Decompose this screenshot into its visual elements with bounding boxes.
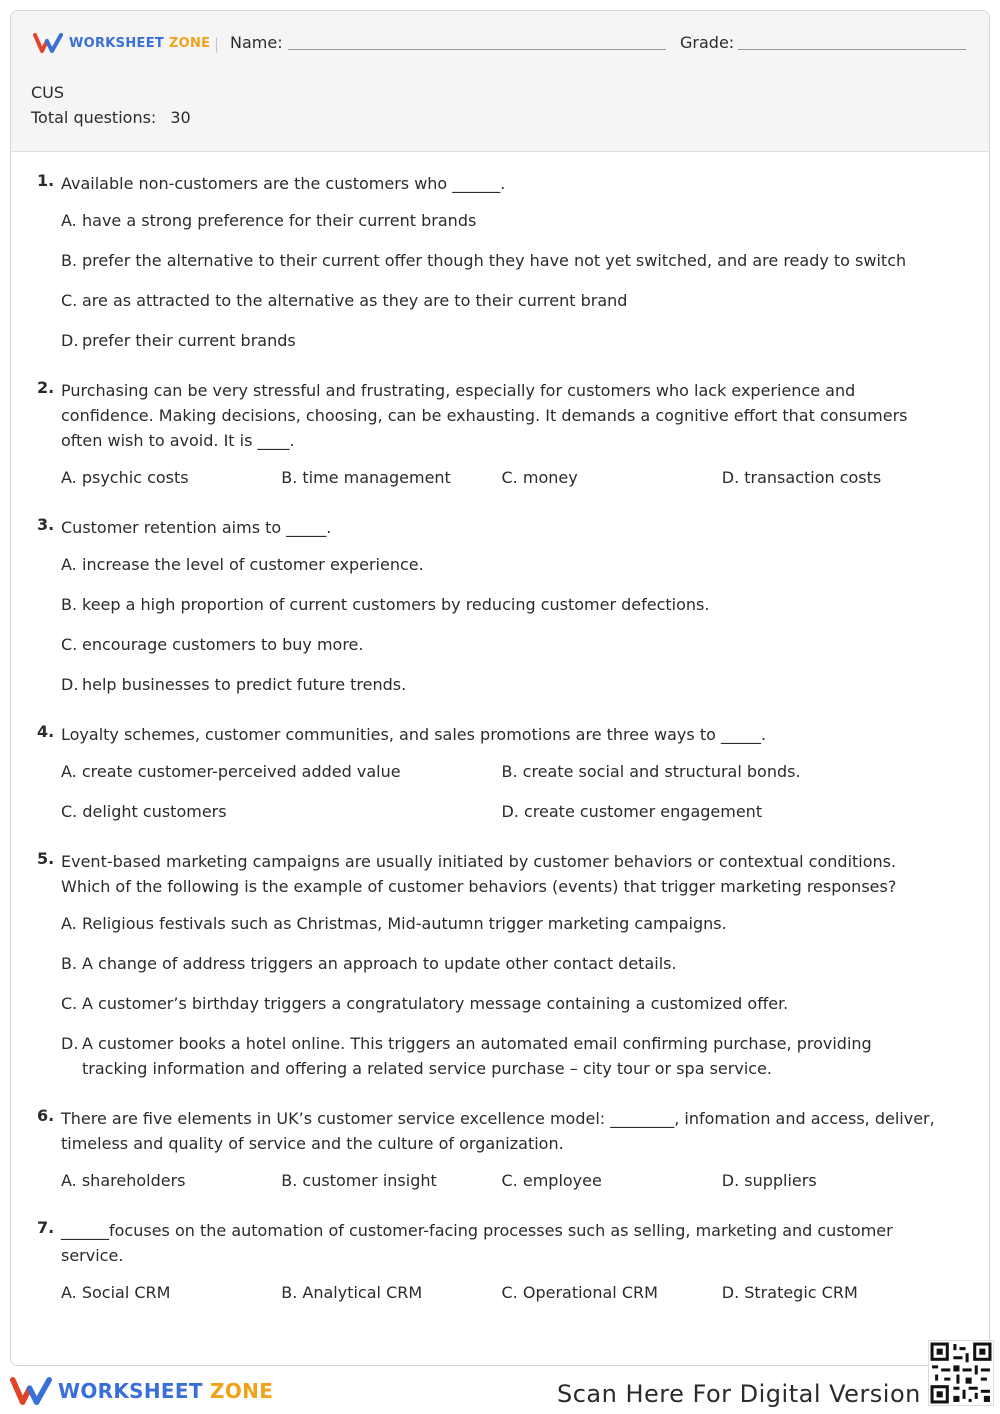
footer-brand-logo xyxy=(10,1376,273,1406)
option-letter: A. xyxy=(61,762,77,781)
option-letter: C. xyxy=(61,994,78,1013)
answer-option[interactable] xyxy=(61,288,942,313)
answer-option[interactable] xyxy=(61,759,502,784)
answer-option[interactable] xyxy=(61,799,502,824)
option-text: employee xyxy=(522,1171,602,1190)
spacer xyxy=(37,712,942,722)
brand-word2: ZONE xyxy=(168,35,211,51)
option-letter: C. xyxy=(61,635,78,654)
option-text: create customer engagement xyxy=(524,802,763,821)
spacer xyxy=(37,368,942,378)
option-text: Operational CRM xyxy=(522,1283,658,1302)
answer-options xyxy=(61,1280,942,1305)
question-number: 6. xyxy=(37,1106,55,1125)
option-text: Analytical CRM xyxy=(302,1283,423,1302)
option-letter: D. xyxy=(61,675,79,694)
logo-icon xyxy=(33,33,63,53)
answer-option[interactable] xyxy=(61,552,942,577)
option-text: psychic costs xyxy=(81,468,189,487)
answer-option[interactable] xyxy=(502,799,943,824)
option-letter: D. xyxy=(61,1034,79,1053)
option-letter: D. xyxy=(721,1283,740,1302)
answer-option[interactable] xyxy=(61,592,942,617)
question-number: 2. xyxy=(37,378,55,397)
answer-options xyxy=(61,1168,942,1193)
question-7 xyxy=(37,1218,942,1330)
answer-options xyxy=(61,759,942,824)
options-row xyxy=(61,1280,942,1305)
answer-option[interactable] xyxy=(61,328,942,353)
name-label: Name: xyxy=(230,33,283,52)
spacer xyxy=(37,1208,942,1218)
answer-option[interactable] xyxy=(61,672,942,697)
question-3 xyxy=(37,515,942,722)
worksheet xyxy=(10,10,990,1366)
question-text: There are five elements in UK’s customer service excellence model: ________, infomation and access, deliver, timeless and quality of service and the culture of organization. xyxy=(61,1109,935,1153)
footer-logo-icon xyxy=(10,1376,52,1406)
grade-field[interactable] xyxy=(738,49,966,50)
brand-logo xyxy=(33,33,210,53)
answer-option[interactable] xyxy=(502,1168,722,1193)
answer-option[interactable] xyxy=(61,248,942,273)
option-letter: A. xyxy=(61,914,77,933)
option-letter: B. xyxy=(61,251,78,270)
option-text: time management xyxy=(302,468,451,487)
option-letter: A. xyxy=(61,211,77,230)
option-text: create social and structural bonds. xyxy=(522,762,801,781)
option-text: keep a high proportion of current customers by reducing customer defections. xyxy=(82,595,710,614)
question-number: 5. xyxy=(37,849,55,868)
question-text: ______focuses on the automation of customer-facing processes such as selling, marketing and customer service. xyxy=(61,1221,893,1265)
option-letter: B. xyxy=(501,762,518,781)
options-row xyxy=(61,759,942,784)
answer-option[interactable] xyxy=(502,759,943,784)
option-letter: D. xyxy=(61,331,79,350)
answer-option[interactable] xyxy=(61,1280,281,1305)
option-letter: A. xyxy=(61,1283,77,1302)
total-value: 30 xyxy=(170,108,191,127)
answer-options xyxy=(61,552,942,697)
answer-options xyxy=(61,465,942,490)
option-letter: C. xyxy=(61,291,78,310)
question-2 xyxy=(37,378,942,515)
question-number: 7. xyxy=(37,1218,55,1237)
option-letter: B. xyxy=(61,595,78,614)
option-letter: D. xyxy=(721,1171,740,1190)
qr-code-icon[interactable] xyxy=(928,1340,994,1406)
option-text: have a strong preference for their current brands xyxy=(82,211,477,230)
option-letter: B. xyxy=(281,468,298,487)
question-number: 4. xyxy=(37,722,55,741)
spacer xyxy=(37,505,942,515)
spacer xyxy=(37,839,942,849)
answer-option[interactable] xyxy=(61,208,942,233)
answer-option[interactable] xyxy=(502,465,722,490)
answer-option[interactable] xyxy=(61,911,942,936)
answer-options xyxy=(61,208,942,353)
brand-word1: WORKSHEET xyxy=(69,35,165,51)
option-text: encourage customers to buy more. xyxy=(82,635,364,654)
option-text: transaction costs xyxy=(744,468,882,487)
question-list xyxy=(11,171,989,1330)
option-letter: C. xyxy=(61,802,78,821)
divider: | xyxy=(214,35,220,53)
option-letter: B. xyxy=(61,954,78,973)
total-questions xyxy=(31,108,191,127)
question-5 xyxy=(37,849,942,1106)
scan-text: Scan Here For Digital Version xyxy=(557,1380,921,1408)
option-text: money xyxy=(522,468,578,487)
options-row xyxy=(61,465,942,490)
grade-label: Grade: xyxy=(680,33,735,52)
option-letter: C. xyxy=(501,1171,518,1190)
options-row xyxy=(61,1168,942,1193)
answer-option[interactable] xyxy=(61,465,281,490)
option-text: create customer-perceived added value xyxy=(81,762,401,781)
answer-option[interactable] xyxy=(61,951,942,976)
option-letter: A. xyxy=(61,468,77,487)
answer-option[interactable] xyxy=(281,465,501,490)
question-text: Purchasing can be very stressful and frustrating, especially for customers who lack experience and confidence. Making decisions, choosing, can be exhausting. It demands a cognitive effort that consumers often wish to avoid. It is ____. xyxy=(61,381,908,450)
worksheet-title: CUS xyxy=(31,83,65,102)
option-letter: C. xyxy=(501,1283,518,1302)
total-label: Total questions: xyxy=(31,108,157,127)
option-letter: B. xyxy=(281,1283,298,1302)
option-letter: A. xyxy=(61,1171,77,1190)
option-letter: C. xyxy=(501,468,518,487)
option-text: A customer’s birthday triggers a congratulatory message containing a customized offer. xyxy=(82,994,789,1013)
question-text: Event-based marketing campaigns are usually initiated by customer behaviors or contextual conditions. Which of the following is the example of customer behaviors (events) that trigger marketing responses? xyxy=(61,852,897,896)
answer-option[interactable] xyxy=(61,991,942,1016)
question-1 xyxy=(37,171,942,378)
answer-option[interactable] xyxy=(61,1168,281,1193)
question-number: 3. xyxy=(37,515,55,534)
worksheet-header xyxy=(11,11,989,152)
footer-brand-word1: WORKSHEET xyxy=(58,1379,203,1403)
answer-option[interactable] xyxy=(281,1168,501,1193)
option-text: A change of address triggers an approach to update other contact details. xyxy=(82,954,677,973)
option-text: customer insight xyxy=(302,1171,437,1190)
name-field[interactable] xyxy=(288,49,666,50)
answer-option[interactable] xyxy=(722,1168,942,1193)
option-letter: D. xyxy=(721,468,740,487)
option-text: Social CRM xyxy=(81,1283,171,1302)
answer-option[interactable] xyxy=(281,1280,501,1305)
option-text: A customer books a hotel online. This triggers an automated email confirming purchase, providing tracking information and offering a related service purchase – city tour or spa service. xyxy=(82,1034,872,1078)
option-text: are as attracted to the alternative as they are to their current brand xyxy=(82,291,628,310)
spacer xyxy=(37,1096,942,1106)
option-letter: B. xyxy=(281,1171,298,1190)
question-text: Loyalty schemes, customer communities, and sales promotions are three ways to _____. xyxy=(61,725,767,744)
option-text: help businesses to predict future trends. xyxy=(82,675,407,694)
question-number: 1. xyxy=(37,171,55,190)
option-text: shareholders xyxy=(81,1171,186,1190)
option-text: prefer the alternative to their current offer though they have not yet switched, and are ready to switch xyxy=(82,251,907,270)
option-text: Strategic CRM xyxy=(744,1283,858,1302)
option-letter: A. xyxy=(61,555,77,574)
answer-option[interactable] xyxy=(722,1280,942,1305)
question-6 xyxy=(37,1106,942,1218)
option-letter: D. xyxy=(501,802,519,821)
question-text: Customer retention aims to _____. xyxy=(61,518,332,537)
options-row xyxy=(61,799,942,824)
spacer xyxy=(37,1320,942,1330)
answer-option[interactable] xyxy=(722,465,942,490)
option-text: increase the level of customer experience. xyxy=(82,555,424,574)
answer-option[interactable] xyxy=(61,1031,942,1081)
answer-option[interactable] xyxy=(502,1280,722,1305)
option-text: prefer their current brands xyxy=(82,331,296,350)
answer-option[interactable] xyxy=(61,632,942,657)
footer-brand-word2: ZONE xyxy=(210,1379,274,1403)
option-text: delight customers xyxy=(82,802,227,821)
option-text: suppliers xyxy=(744,1171,817,1190)
option-text: Religious festivals such as Christmas, Mid-autumn trigger marketing campaigns. xyxy=(82,914,727,933)
question-4 xyxy=(37,722,942,849)
question-text: Available non-customers are the customers who ______. xyxy=(61,174,506,193)
answer-options xyxy=(61,911,942,1081)
